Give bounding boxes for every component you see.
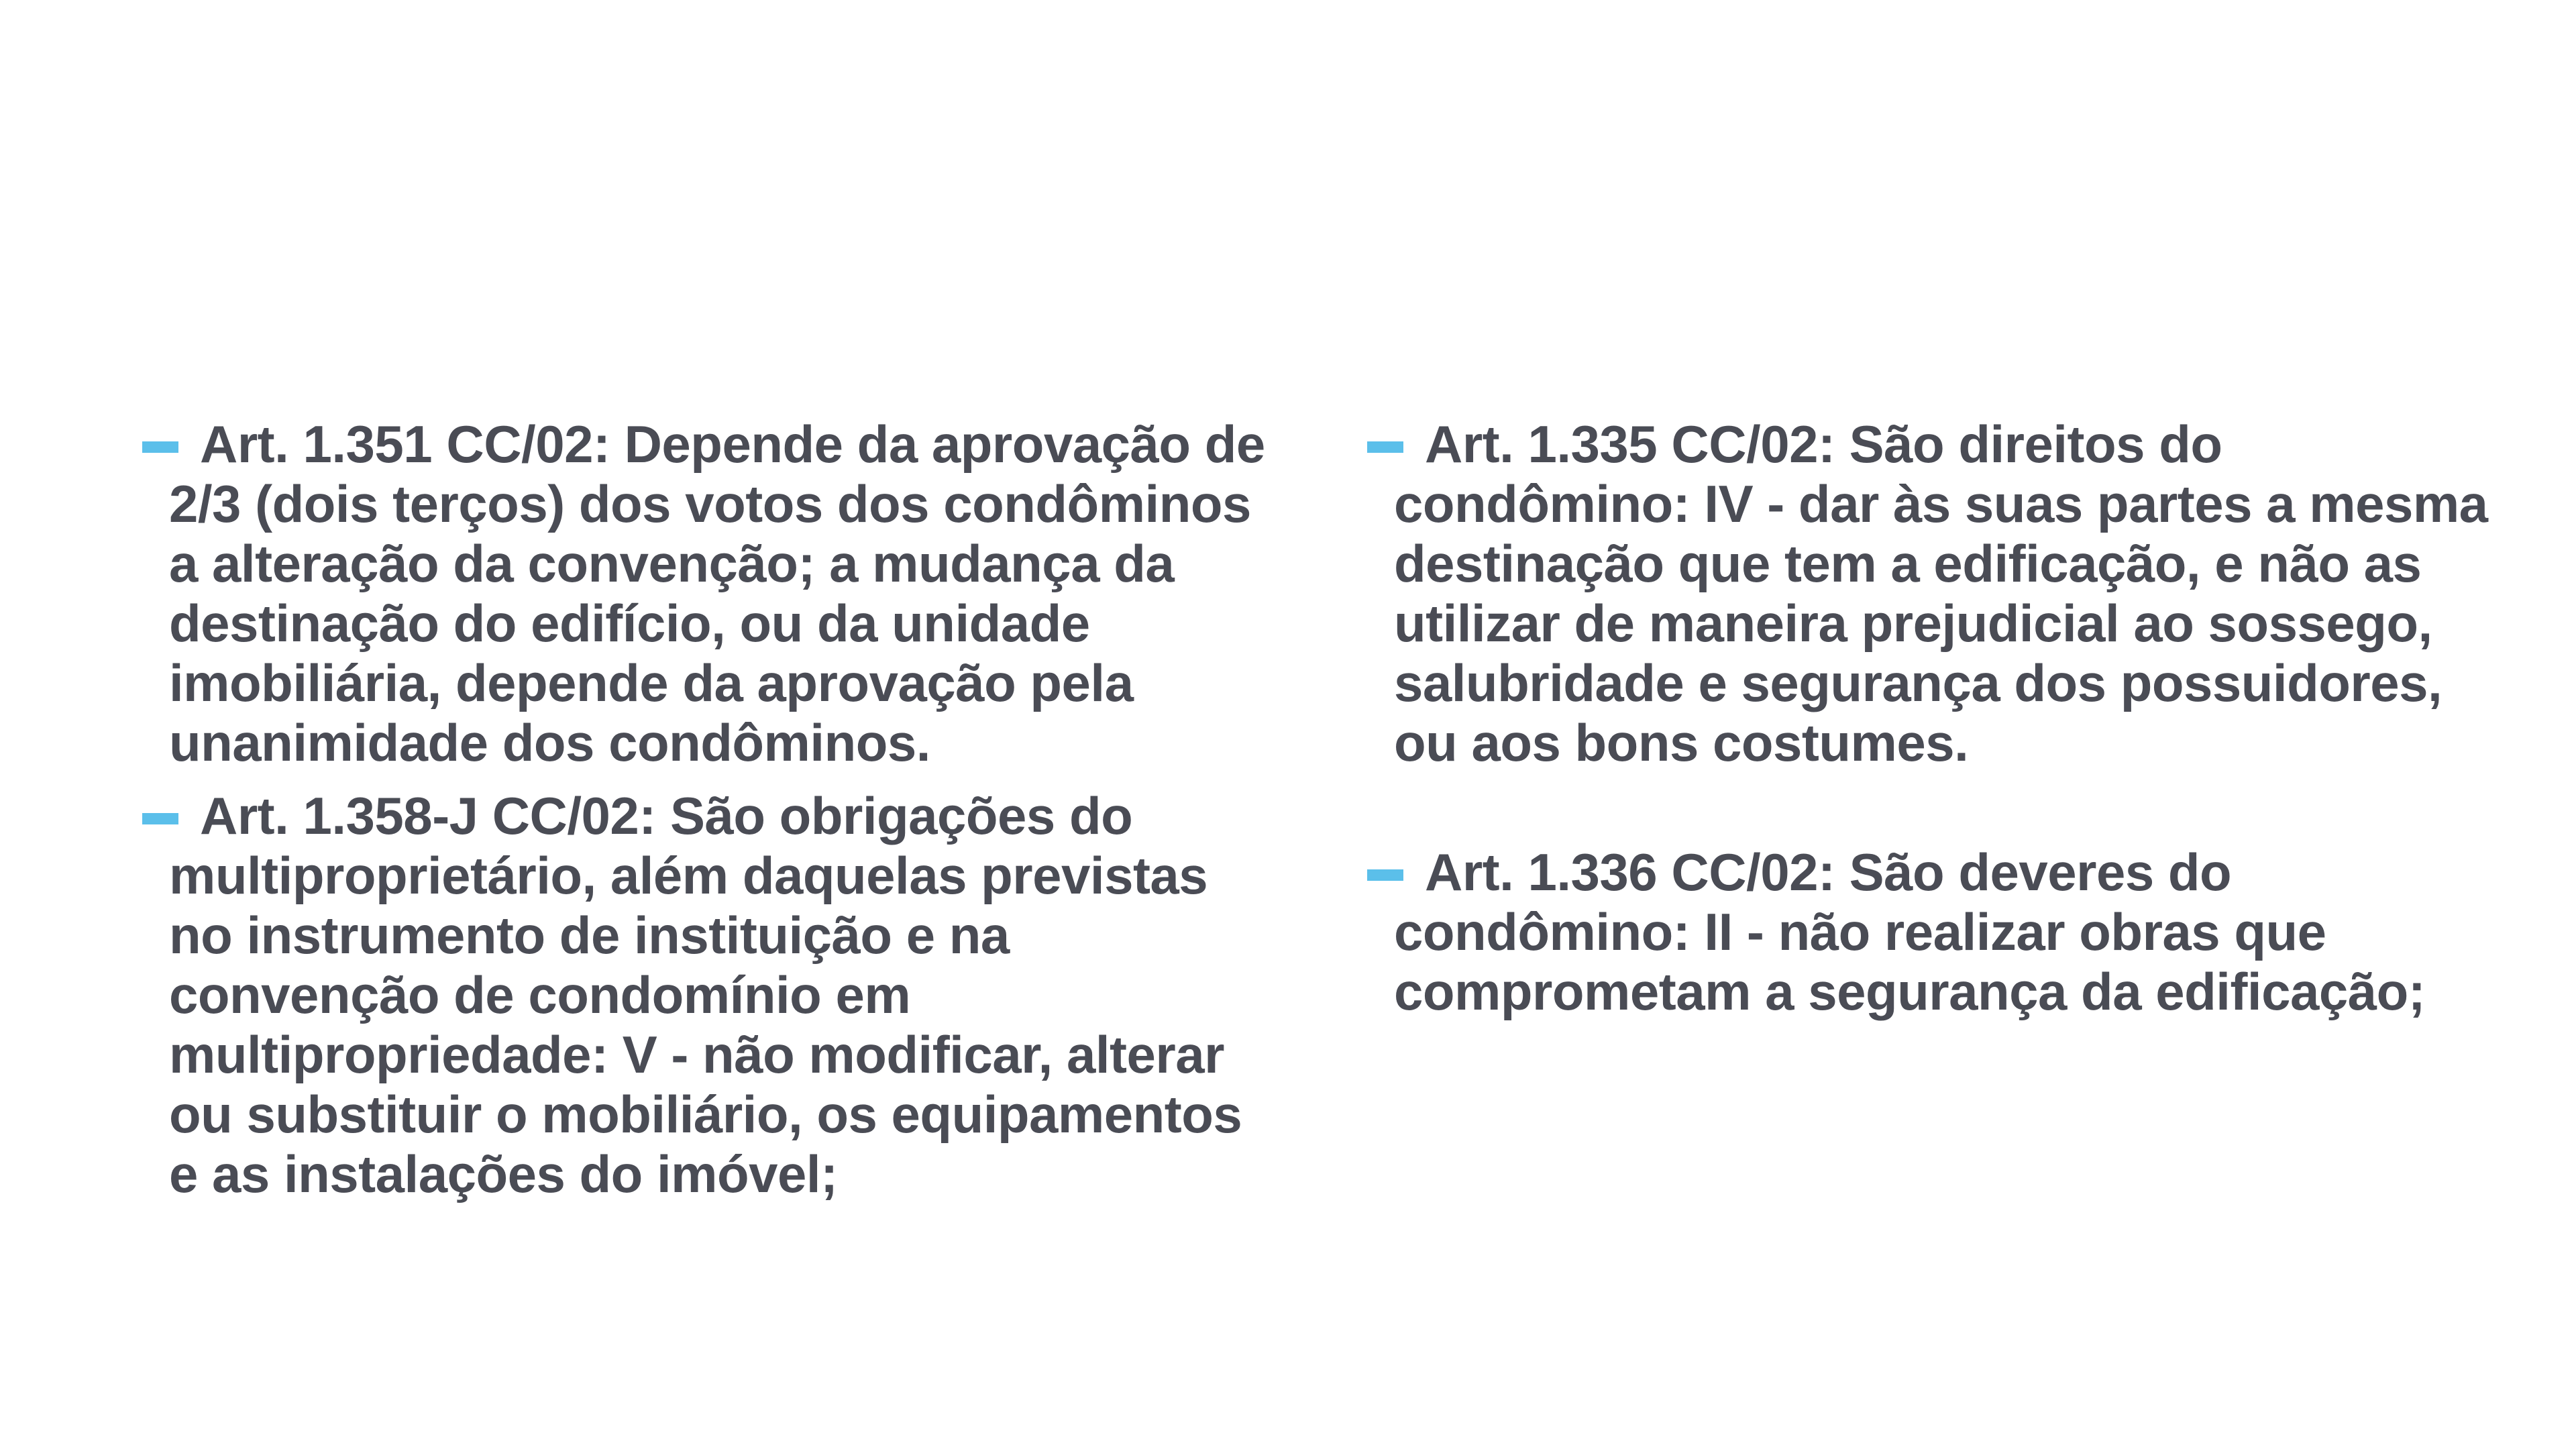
bullet-dash-icon (142, 813, 178, 824)
bullet-dash-icon (1367, 441, 1403, 453)
left-column (140, 415, 1280, 1204)
bullet-text: Art. 1.358-J CC/02: São obrigações do multiproprietário, além daquelas previstas no instrumento de instituição e na convenção de condomínio em multipropriedade: V - não modificar, alterar ou substituir o mobiliário, os equipamentos e as instalações do imóvel; (169, 786, 1242, 1203)
bullet-art-1358j (140, 786, 1280, 1204)
bullet-text: Art. 1.336 CC/02: São deveres do condômino: II - não realizar obras que comprometam a segurança da edificação; (1394, 843, 2426, 1021)
bullet-art-1336 (1364, 843, 2518, 1022)
right-column (1364, 415, 2518, 1022)
bullet-dash-icon (1367, 869, 1403, 881)
bullet-text: Art. 1.335 CC/02: São direitos do condômino: IV - dar às suas partes a mesma destinação que tem a edificação, e não as utilizar de maneira prejudicial ao sossego, salubridade e segurança dos possuidores, ou aos bons costumes. (1394, 415, 2488, 772)
bullet-art-1351 (140, 415, 1280, 773)
bullet-art-1335 (1364, 415, 2518, 773)
bullet-text: Art. 1.351 CC/02: Depende da aprovação de 2/3 (dois terços) dos votos dos condôminos a alteração da convenção; a mudança da destinação do edifício, ou da unidade imobiliária, depende da aprovação pela unanimidade dos condôminos. (169, 415, 1265, 772)
bullet-dash-icon (142, 441, 178, 453)
